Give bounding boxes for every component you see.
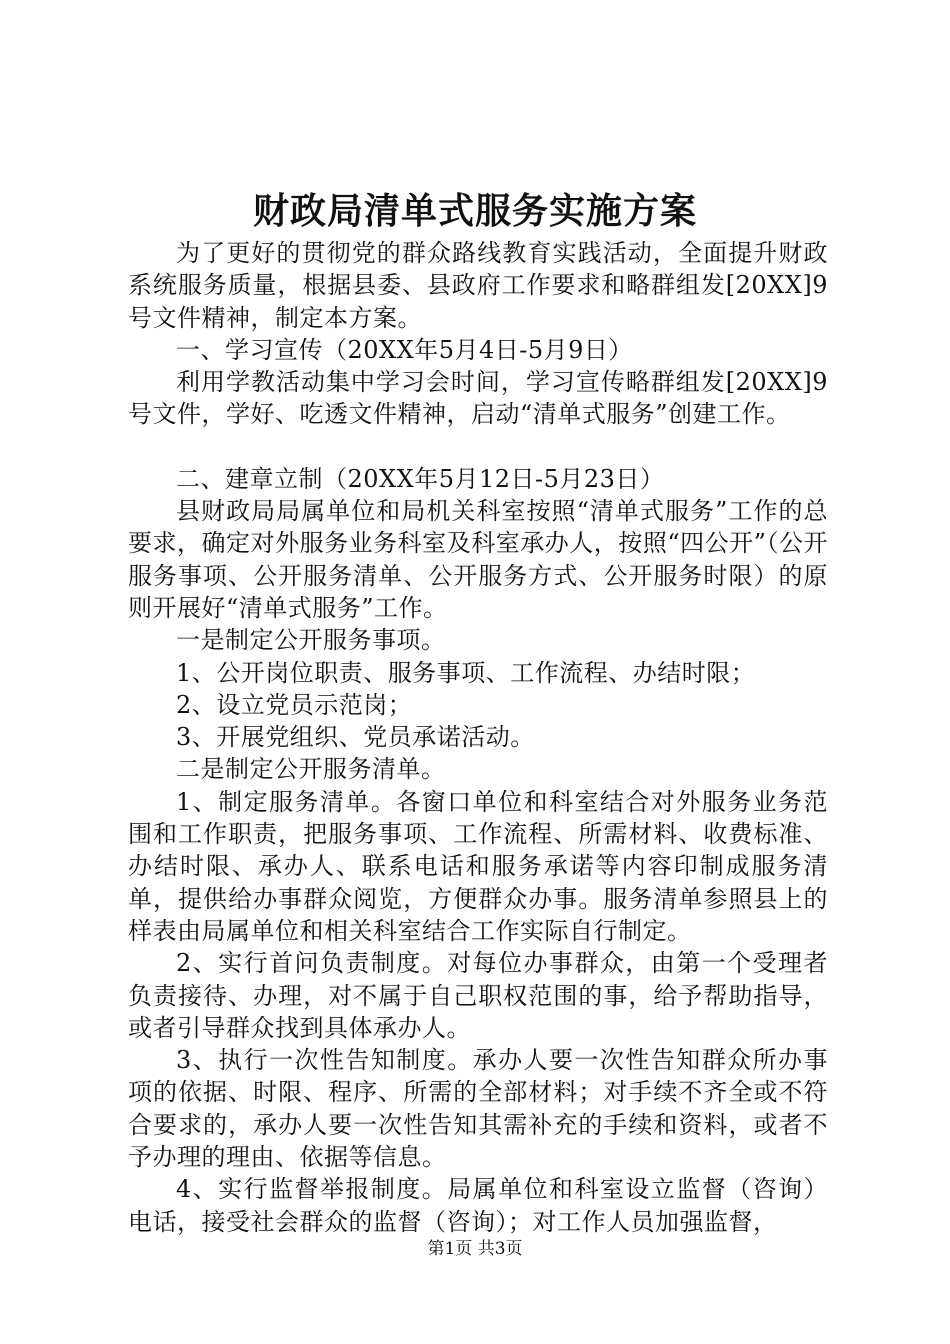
document-title: 财政局清单式服务实施方案 bbox=[252, 190, 697, 232]
list-item: 3、执行一次性告知制度。承办人要一次性告知群众所办事项的依据、时限、程序、所需的全部材料；对手续不齐全或不符合要求的，承办人要一次性告知其需补充的手续和资料，或者不予办理的理由、依据等信息。 bbox=[128, 1046, 828, 1172]
list-item: 2、实行首问负责制度。对每位办事群众，由第一个受理者负责接待、办理，对不属于自己职权范围的事，给予帮助指导，或者引导群众找到具体承办人。 bbox=[128, 949, 828, 1042]
list-item: 2、设立党员示范岗； bbox=[176, 690, 413, 719]
paragraph-rules: 县财政局局属单位和局机关科室按照“清单式服务”工作的总要求，确定对外服务业务科室及科室承办人，按照“四公开”（公开服务事项、公开服务清单、公开服务方式、公开服务时限）的原则开展好“清单式服务”工作。 bbox=[128, 497, 828, 622]
page-number: 第1页 共3页 bbox=[427, 1239, 523, 1259]
list-item: 1、公开岗位职责、服务事项、工作流程、办结时限； bbox=[176, 658, 756, 687]
document-body bbox=[128, 237, 828, 1238]
list-item: 3、开展党组织、党员承诺活动。 bbox=[176, 723, 535, 752]
list-item: 1、制定服务清单。各窗口单位和科室结合对外服务业务范围和工作职责，把服务事项、工作流程、所需材料、收费标准、办结时限、承办人、联系电话和服务承诺等内容印制成服务清单，提供给办事群众阅览，方便群众办事。服务清单参照县上的样表由局属单位和相关科室结合工作实际自行制定。 bbox=[128, 787, 828, 945]
section-heading-rules: 二、建章立制（20XX年5月12日-5月23日） bbox=[176, 464, 665, 493]
subheading-service-items: 一是制定公开服务事项。 bbox=[176, 626, 446, 655]
section-heading-study: 一、学习宣传（20XX年5月4日-5月9日） bbox=[176, 335, 633, 364]
list-item: 4、实行监督举报制度。局属单位和科室设立监督（咨询）电话，接受社会群众的监督（咨询）；对工作人员加强监督， bbox=[128, 1175, 828, 1236]
paragraph-study: 利用学教活动集中学习会时间，学习宣传略群组发[20XX]9号文件，学好、吃透文件精神，启动“清单式服务”创建工作。 bbox=[128, 368, 828, 429]
subheading-service-list: 二是制定公开服务清单。 bbox=[176, 755, 446, 784]
paragraph-intro: 为了更好的贯彻党的群众路线教育实践活动，全面提升财政系统服务质量，根据县委、县政府工作要求和略群组发[20XX]9号文件精神，制定本方案。 bbox=[128, 239, 828, 332]
